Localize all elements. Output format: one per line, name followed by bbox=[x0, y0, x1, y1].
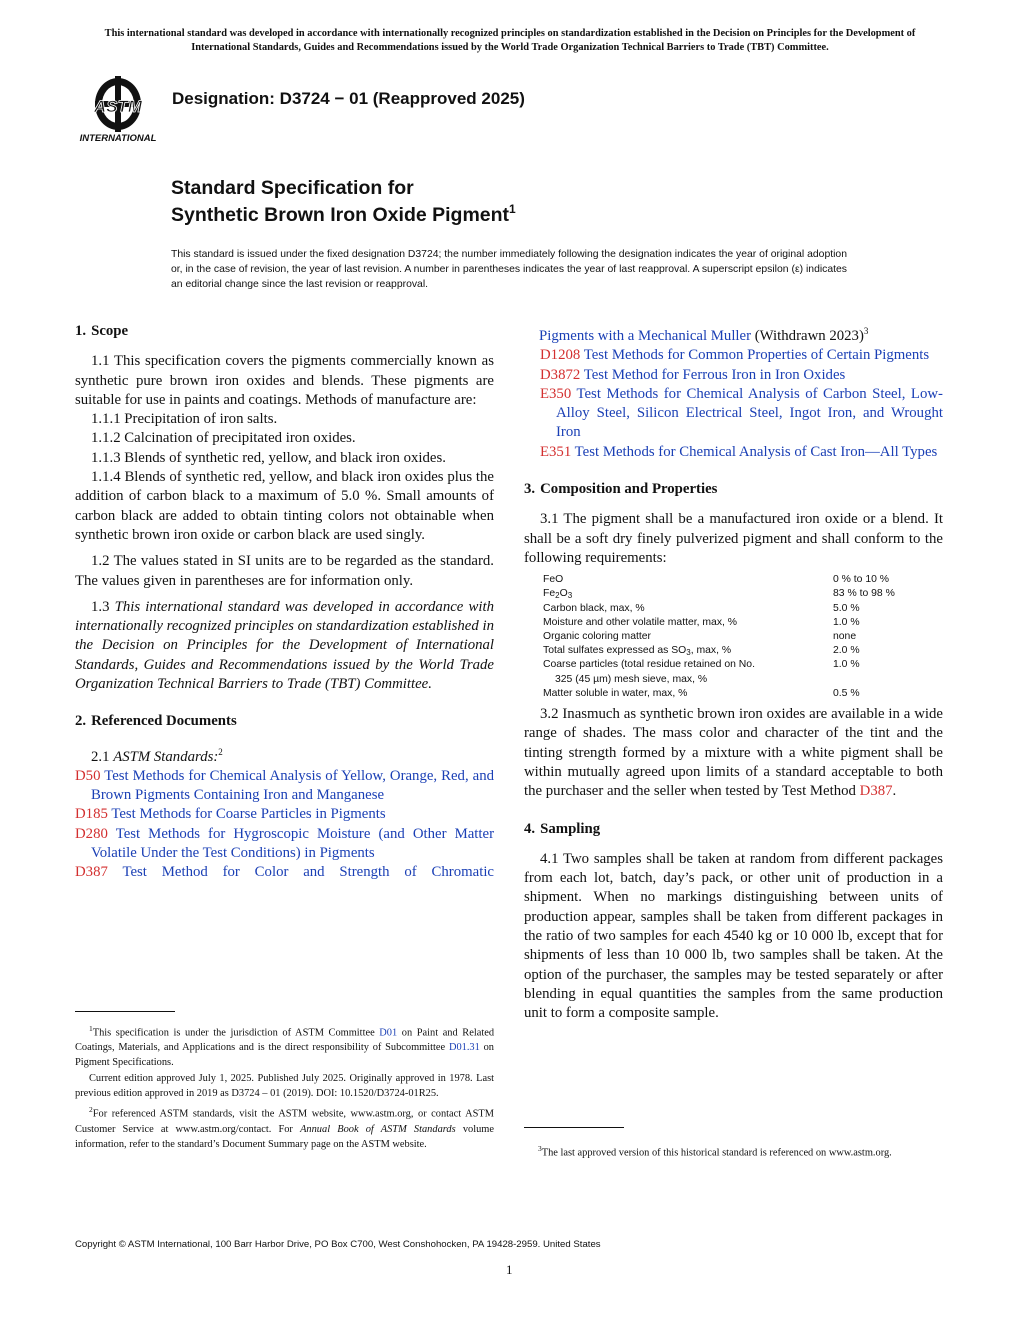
table-row bbox=[543, 658, 923, 686]
reference-d185[interactable] bbox=[75, 805, 494, 824]
requirement-value: 5.0 % bbox=[833, 602, 860, 614]
reference-d50[interactable] bbox=[75, 767, 494, 806]
left-column bbox=[75, 322, 494, 883]
reference-e351[interactable] bbox=[540, 443, 943, 462]
reference-code-link[interactable]: D280 bbox=[75, 825, 108, 842]
requirement-label bbox=[543, 587, 833, 601]
para-2-1 bbox=[75, 743, 494, 767]
section-1-title: Scope bbox=[91, 323, 129, 339]
reference-title-link[interactable]: Test Methods for Common Properties of Certain Pigments bbox=[583, 347, 930, 364]
footnotes-right bbox=[524, 1141, 943, 1161]
requirement-value: 83 % to 98 % bbox=[833, 588, 895, 600]
footnote-2-mark-bottom: 2 bbox=[89, 1105, 93, 1115]
reference-code-link[interactable]: D185 bbox=[75, 806, 108, 823]
reference-title-link[interactable]: Test Method for Ferrous Iron in Iron Oxides bbox=[583, 366, 846, 383]
footnote-rule-left bbox=[75, 1011, 175, 1012]
title-line-2-text: Synthetic Brown Iron Oxide Pigment bbox=[171, 204, 510, 226]
subcommittee-d01-31-link[interactable]: D01.31 bbox=[448, 1042, 480, 1054]
reference-title-link[interactable]: Test Methods for Chemical Analysis of Yellow, Orange, Red, and Brown Pigments Containing Iron and Manganese bbox=[91, 767, 494, 804]
label-part: Total sulfates expressed as SO bbox=[543, 645, 687, 657]
para-2-1-text: ASTM Standards: bbox=[113, 748, 219, 765]
designation: Designation: D3724 − 01 (Reapproved 2025) bbox=[172, 89, 525, 108]
footnote-1-mark: 1 bbox=[89, 1024, 93, 1033]
requirement-value: 0.5 % bbox=[833, 687, 860, 699]
document-title bbox=[171, 175, 516, 229]
para-1-1-1: 1.1.1 Precipitation of iron salts. bbox=[91, 411, 278, 428]
committee-d01-link[interactable]: D01 bbox=[379, 1027, 398, 1039]
section-2-title: Referenced Documents bbox=[91, 713, 237, 730]
requirement-label: Matter soluble in water, max, % bbox=[543, 687, 688, 699]
page-number: 1 bbox=[506, 1262, 513, 1277]
para-1-3 bbox=[75, 598, 494, 694]
requirement-label: FeO bbox=[543, 574, 564, 586]
requirement-label: Moisture and other volatile matter, max, % bbox=[543, 616, 738, 628]
para-2-1-number: 2.1 bbox=[91, 748, 110, 765]
table-row bbox=[543, 587, 923, 601]
reference-code-link[interactable]: D1208 bbox=[540, 347, 581, 364]
reference-note: (Withdrawn 2023) bbox=[754, 327, 864, 344]
reference-d387-part-1[interactable] bbox=[75, 863, 494, 882]
subscript: 2 bbox=[555, 591, 560, 601]
subscript: 3 bbox=[567, 591, 573, 601]
footnote-2-text-b: volume information, refer to the standard’s Document Summary page on the ASTM website. bbox=[75, 1123, 494, 1150]
section-2-number: 2. bbox=[75, 713, 87, 730]
reference-d387-part-2[interactable] bbox=[524, 322, 943, 346]
reference-title-link[interactable]: Test Method for Color and Strength of Chromatic bbox=[122, 864, 495, 881]
reference-code-link[interactable]: D387 bbox=[75, 864, 108, 881]
section-1-number: 1. bbox=[75, 323, 87, 339]
footnote-3 bbox=[524, 1141, 943, 1160]
reference-d280[interactable] bbox=[75, 825, 494, 864]
footnote-3-mark: 3 bbox=[863, 326, 869, 336]
para-1-1: 1.1 This specification covers the pigments commercially known as synthetic pure brown iron oxides and blends. These pigments are suitable for use in paints and coatings. Methods of manufacture are: bbox=[75, 353, 494, 408]
reference-title-link[interactable]: Test Methods for Coarse Particles in Pigments bbox=[111, 806, 386, 823]
title-line-1: Standard Specification for bbox=[171, 177, 414, 199]
label-line-1: Coarse particles (total residue retained on No. bbox=[543, 659, 755, 671]
table-row bbox=[543, 644, 923, 658]
requirement-value: 1.0 % bbox=[833, 616, 860, 628]
para-1-3-number: 1.3 bbox=[91, 598, 110, 615]
subscript: 3 bbox=[686, 648, 691, 658]
requirement-value: 2.0 % bbox=[833, 645, 860, 657]
requirement-value: 0 % to 10 % bbox=[833, 574, 890, 586]
reference-e350[interactable] bbox=[540, 385, 943, 443]
astm-logo bbox=[76, 76, 160, 144]
footnote-rule-right bbox=[524, 1127, 624, 1128]
reference-code-link[interactable]: D50 bbox=[75, 767, 101, 784]
footnotes-left bbox=[75, 1021, 494, 1153]
section-3-title: Composition and Properties bbox=[540, 481, 718, 497]
requirement-value: 1.0 % bbox=[833, 659, 860, 671]
title-line-2 bbox=[171, 202, 516, 229]
footnote-3-mark-bottom: 3 bbox=[538, 1144, 542, 1153]
label-part: , max, % bbox=[690, 645, 732, 657]
footnote-1-text-c: on Pigment Specifications. bbox=[75, 1042, 494, 1069]
para-3-2-text: 3.2 Inasmuch as synthetic brown iron oxides are available in a wide range of shades. The mass color and character of the tint and the tinting strength formed by a mixture with a white pigment shall be within mutually agreed upon limits of a standard acceptable to both the purchaser and the seller when tested by Test Method bbox=[524, 706, 943, 800]
para-3-2-end: . bbox=[892, 783, 897, 800]
reference-d1208[interactable] bbox=[540, 346, 943, 365]
astm-logo-subtext: INTERNATIONAL bbox=[79, 133, 157, 144]
label-part: O bbox=[559, 588, 568, 600]
section-3-number: 3. bbox=[524, 481, 536, 497]
label-line-2: 325 (45 µm) mesh sieve, max, % bbox=[555, 673, 708, 685]
reference-code-link[interactable]: D3872 bbox=[540, 366, 581, 383]
section-2-heading bbox=[75, 712, 494, 731]
table-row bbox=[543, 602, 923, 616]
footnote-1-edition: Current edition approved July 1, 2025. Published July 2025. Originally approved in 1978. Last previous edition approved in 2019 as D3724 – 01 (2019). DOI: 10.1520/D3724-01R25. bbox=[75, 1073, 494, 1100]
footnote-2-text-a: For referenced ASTM standards, visit the ASTM website, www.astm.org, or contact ASTM Customer Service at www.astm.org/contact. For bbox=[75, 1108, 494, 1135]
footnote-2-mark: 2 bbox=[218, 746, 223, 757]
para-1-2: 1.2 The values stated in SI units are to be regarded as the standard. The values given in parentheses are for information only. bbox=[75, 553, 494, 589]
requirement-label bbox=[543, 644, 833, 658]
requirement-label bbox=[543, 658, 833, 686]
section-3-heading bbox=[524, 480, 943, 499]
footnote-3-text: The last approved version of this historical standard is referenced on www.astm.org. bbox=[541, 1147, 892, 1159]
test-method-d387-link[interactable]: D387 bbox=[859, 783, 893, 800]
issuance-statement: This standard is issued under the fixed designation D3724; the number immediately following the designation indicates the year of original adoption or, in the case of revision, the year of last revision. A number in parentheses indicates the year of last reapproval. A superscript epsilon (ε) indicates an editorial change since the last revision or reapproval. bbox=[171, 249, 847, 290]
top-notice: This international standard was developed in accordance with internationally recognized principles on standardization established in the Decision on Principles for the Development of International Standards, Guides and Recommendations issued by the World Trade Organization Technical Barriers to Trade (TBT) Committee. bbox=[104, 28, 916, 53]
requirement-label: Carbon black, max, % bbox=[543, 602, 645, 614]
footnote-1 bbox=[75, 1021, 494, 1070]
reference-title-link[interactable]: Test Methods for Hygroscopic Moisture (and Other Matter Volatile Under the Test Conditions) in Pigments bbox=[91, 825, 495, 862]
table-row bbox=[543, 573, 923, 587]
requirement-value: none bbox=[833, 631, 857, 642]
footnote-1-text-b: on Paint and Related Coatings, Materials, and Applications and is the direct responsibility of Subcommittee bbox=[75, 1027, 495, 1054]
reference-title-link[interactable]: Test Methods for Chemical Analysis of Cast Iron—All Types bbox=[574, 443, 938, 460]
reference-code-link[interactable]: E350 bbox=[540, 385, 572, 402]
section-4-number: 4. bbox=[524, 820, 536, 837]
table-row bbox=[543, 687, 923, 701]
title-footnote-mark: 1 bbox=[509, 202, 516, 216]
requirements-table bbox=[543, 573, 923, 701]
astm-logo-text: ASTM bbox=[93, 97, 143, 116]
reference-code-link[interactable]: E351 bbox=[540, 443, 572, 460]
table-row bbox=[543, 616, 923, 630]
para-3-2 bbox=[524, 705, 943, 801]
section-4-heading bbox=[524, 820, 943, 839]
para-4-1: 4.1 Two samples shall be taken at random from different packages from each lot, batch, day’s pack, or other unit of production in a shipment. When no markings distinguishing between units of production appear, samples shall be taken from different packages in the ratio of two samples for each 4540 kg or 10 000 lb, except that for shipments of less than 10 000 lb, two samples shall be taken. At the option of the purchaser, the samples may be tested separately or after blending in equal quantities the samples from the same production unit to form a composite sample. bbox=[524, 850, 943, 1022]
para-1-1-2: 1.1.2 Calcination of precipitated iron oxides. bbox=[91, 430, 356, 447]
requirement-label: Organic coloring matter bbox=[543, 631, 651, 642]
copyright: Copyright © ASTM International, 100 Barr Harbor Drive, PO Box C700, West Conshohocken, PA 19428-2959. United States bbox=[75, 1239, 601, 1250]
table-row bbox=[543, 630, 923, 644]
para-1-3-text: This international standard was developed in accordance with internationally recognized principles on standardization established in the Decision on Principles for the Development of International Standards, Guides and Recommendations issued by the World Trade Organization Technical Barriers to Trade (TBT) Committee. bbox=[75, 598, 494, 693]
section-4-title: Sampling bbox=[540, 820, 601, 837]
footnote-2-italic: Annual Book of ASTM Standards bbox=[300, 1123, 456, 1135]
para-3-1: 3.1 The pigment shall be a manufactured iron oxide or a blend. It shall be a soft dry finely pulverized pigment and shall conform to the following requirements: bbox=[524, 511, 943, 566]
right-column bbox=[524, 322, 943, 1023]
para-1-1-3: 1.1.3 Blends of synthetic red, yellow, and black iron oxides. bbox=[91, 449, 446, 466]
reference-d3872[interactable] bbox=[540, 366, 943, 385]
footnote-2 bbox=[75, 1102, 494, 1151]
reference-title-link[interactable]: Test Methods for Chemical Analysis of Carbon Steel, Low-Alloy Steel, Silicon Electrical Steel, Ingot Iron, and Wrought Iron bbox=[556, 385, 943, 441]
reference-title-link[interactable]: Pigments with a Mechanical Muller bbox=[539, 327, 752, 344]
section-1-heading bbox=[75, 322, 494, 341]
footnote-1-text-a: This specification is under the jurisdiction of ASTM Committee bbox=[92, 1027, 375, 1039]
label-part: Fe bbox=[543, 588, 556, 600]
para-1-1-4: 1.1.4 Blends of synthetic red, yellow, and black iron oxides plus the addition of carbon black to a maximum of 5.0 %. Small amounts of carbon black are added to obtain tinting colors not obtainable when synthetic brown iron oxide or carbon black are used singly. bbox=[75, 469, 494, 543]
